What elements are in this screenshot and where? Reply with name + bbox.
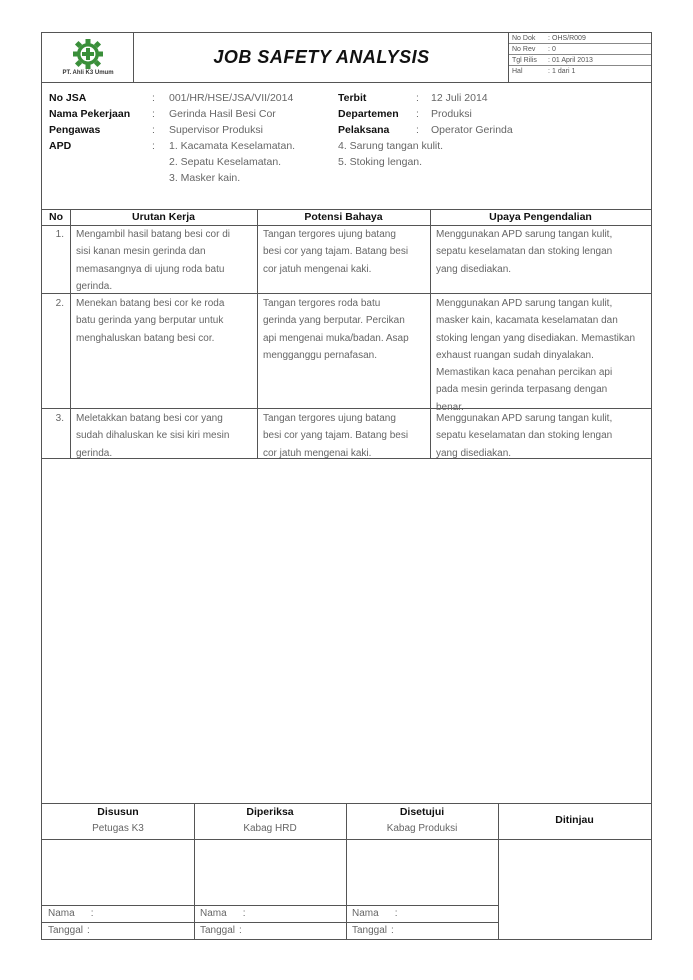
meta-key: No Dok bbox=[512, 35, 536, 42]
pengawas-label: Pengawas bbox=[49, 124, 101, 136]
table-col-divider bbox=[70, 210, 71, 458]
apd-item: 1. Kacamata Keselamatan. bbox=[169, 140, 296, 152]
ditinjau-title: Ditinjau bbox=[555, 814, 594, 826]
nama-pekerjaan-value: Gerinda Hasil Besi Cor bbox=[169, 108, 276, 120]
apd-label: APD bbox=[49, 140, 72, 152]
terbit-label: Terbit bbox=[338, 92, 367, 104]
meta-value: OHS/R009 bbox=[552, 35, 586, 42]
job-info-block: No JSA : 001/HR/HSE/JSA/VII/2014 Nama Pekerjaan : Gerinda Hasil Besi Cor Pengawas : Supervisor Produksi APD : 1. Kacamata Keselamatan. 2. Sepatu Keselamatan. 3. Masker kain. 4. Sarung tangan kulit. 5. Stoking lengan. Terbit : 12 Juli 2014 Departemen : Produksi Pelaksana : Operator Gerinda bbox=[42, 83, 651, 210]
row-number: 1. bbox=[55, 229, 64, 240]
row-number: 3. bbox=[55, 413, 64, 424]
pelaksana-value: Operator Gerinda bbox=[431, 124, 513, 136]
nama-field: Nama : bbox=[48, 908, 94, 919]
meta-value: 01 April 2013 bbox=[552, 57, 593, 64]
apd-item: 3. Masker kain. bbox=[169, 172, 241, 184]
terbit-value: 12 Juli 2014 bbox=[431, 92, 488, 104]
meta-key: Hal bbox=[512, 68, 523, 75]
urutan-kerja-cell: Meletakkan batang besi cor yang sudah dihaluskan ke sisi kiri mesin gerinda. bbox=[76, 413, 230, 459]
meta-row-no-rev: No Rev : 0 bbox=[509, 44, 651, 55]
apd-item: 4. Sarung tangan kulit. bbox=[338, 140, 444, 152]
potensi-bahaya-cell: Tangan tergores roda batu gerinda yang berputar. Percikan api mengenai muka/badan. Asap mengganggu pernafasan. bbox=[263, 298, 409, 361]
nama-pekerjaan-label: Nama Pekerjaan bbox=[49, 108, 131, 120]
disusun-title: Disusun bbox=[97, 806, 139, 818]
col-header-upaya-pengendalian: Upaya Pengendalian bbox=[489, 211, 592, 223]
urutan-kerja-cell: Mengambil hasil batang besi cor di sisi kanan mesin gerinda dan memasangnya di ujung roda batu gerinda. bbox=[76, 229, 230, 292]
upaya-pengendalian-cell: Menggunakan APD sarung tangan kulit, masker kain, kacamata keselamatan dan stoking lengan yang disediakan. Memastikan exhaust ruangan sudah dinyalakan. Memastikan kaca penahan percikan api pada mesin gerinda terpasang dengan benar. bbox=[436, 298, 636, 413]
tanggal-field: Tanggal : bbox=[200, 925, 242, 936]
col-header-no: No bbox=[49, 211, 63, 223]
sig-rule bbox=[42, 922, 498, 923]
pelaksana-label: Pelaksana bbox=[338, 124, 390, 136]
no-jsa-label: No JSA bbox=[49, 92, 87, 104]
table-col-divider bbox=[430, 210, 431, 458]
apd-item: 5. Stoking lengan. bbox=[338, 156, 423, 168]
k3-cross-gear-icon bbox=[70, 37, 106, 71]
meta-key: No Rev bbox=[512, 46, 536, 53]
signature-block bbox=[42, 803, 651, 940]
document-header bbox=[42, 33, 651, 83]
urutan-kerja-cell: Menekan batang besi cor ke roda batu gerinda yang berputar untuk menghaluskan batang besi cor. bbox=[76, 298, 225, 344]
potensi-bahaya-cell: Tangan tergores ujung batang besi cor yang tajam. Batang besi cor jatuh mengenai kaki. bbox=[263, 413, 409, 459]
table-col-divider bbox=[257, 210, 258, 458]
row-number: 2. bbox=[55, 298, 64, 309]
potensi-bahaya-cell: Tangan tergores ujung batang besi cor yang tajam. Batang besi cor jatuh mengenai kaki. bbox=[263, 229, 409, 275]
upaya-pengendalian-cell: Menggunakan APD sarung tangan kulit, sepatu keselamatan dan stoking lengan yang disediakan. bbox=[436, 413, 613, 459]
diperiksa-title: Diperiksa bbox=[246, 806, 294, 818]
departemen-value: Produksi bbox=[431, 108, 472, 120]
departemen-label: Departemen bbox=[338, 108, 399, 120]
meta-row-no-dok: No Dok : OHS/R009 bbox=[509, 33, 651, 44]
diperiksa-role: Kabag HRD bbox=[243, 823, 297, 834]
disetujui-role: Kabag Produksi bbox=[386, 823, 458, 834]
no-jsa-value: 001/HR/HSE/JSA/VII/2014 bbox=[169, 92, 294, 104]
document-meta bbox=[509, 33, 651, 82]
meta-value: 0 bbox=[552, 46, 556, 53]
meta-value: 1 dari 1 bbox=[552, 68, 576, 75]
pengawas-value: Supervisor Produksi bbox=[169, 124, 263, 136]
sig-rule bbox=[42, 839, 651, 840]
meta-row-tgl-rilis: Tgl Rilis : 01 April 2013 bbox=[509, 55, 651, 66]
document-title: JOB SAFETY ANALYSIS bbox=[213, 47, 430, 67]
title-box bbox=[134, 33, 509, 82]
tanggal-field: Tanggal : bbox=[352, 925, 394, 936]
company-name: PT. Ahli K3 Umum bbox=[62, 70, 114, 76]
sig-rule bbox=[42, 905, 498, 906]
col-header-potensi-bahaya: Potensi Bahaya bbox=[304, 211, 383, 223]
nama-field: Nama : bbox=[200, 908, 246, 919]
col-header-urutan-kerja: Urutan Kerja bbox=[131, 211, 195, 223]
jsa-document bbox=[41, 32, 652, 940]
meta-key: Tgl Rilis bbox=[512, 57, 537, 64]
disetujui-title: Disetujui bbox=[399, 806, 445, 818]
nama-field: Nama : bbox=[352, 908, 398, 919]
meta-row-hal: Hal : 1 dari 1 bbox=[512, 68, 576, 75]
disusun-role: Petugas K3 bbox=[92, 823, 144, 834]
company-logo-box bbox=[42, 33, 134, 82]
tanggal-field: Tanggal : bbox=[48, 925, 90, 936]
upaya-pengendalian-cell: Menggunakan APD sarung tangan kulit, sepatu keselamatan dan stoking lengan yang disediakan. bbox=[436, 229, 613, 275]
apd-item: 2. Sepatu Keselamatan. bbox=[169, 156, 282, 168]
